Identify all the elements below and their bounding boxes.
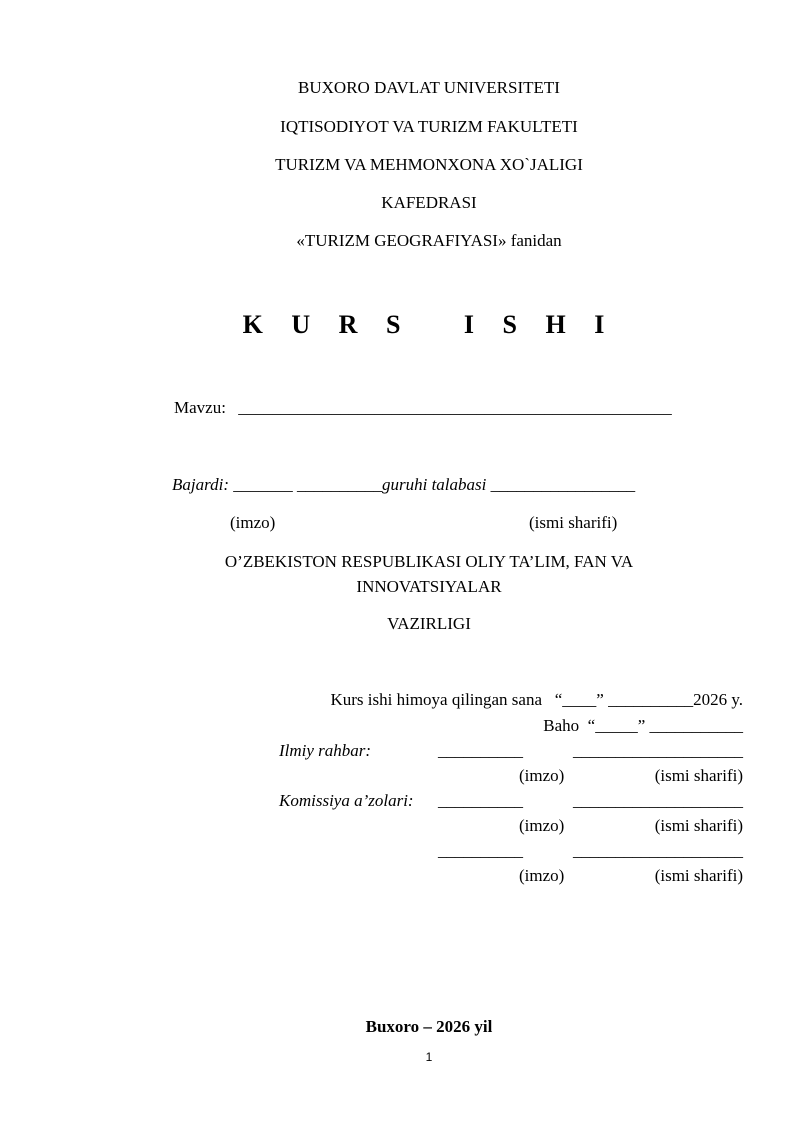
commission2-signature-caption: (imzo) bbox=[519, 866, 565, 885]
performer-blank: _______ __________ bbox=[233, 475, 382, 494]
grade-line: Baho “_____” ___________ bbox=[543, 716, 743, 735]
topic-label: Mavzu: bbox=[174, 398, 226, 417]
performer-signature-caption: (imzo) bbox=[230, 513, 276, 532]
faculty-name: IQTISODIYOT VA TURIZM FAKULTETI bbox=[280, 117, 578, 136]
performer-label: Bajardi: bbox=[172, 475, 229, 494]
commission2-signature-blank: __________ bbox=[438, 841, 523, 860]
supervisor-signature-blank: __________ bbox=[438, 741, 523, 760]
supervisor-signature-caption: (imzo) bbox=[519, 766, 565, 785]
university-name: BUXORO DAVLAT UNIVERSITETI bbox=[298, 78, 560, 97]
student-name-blank: _________________ bbox=[490, 475, 636, 494]
page-number: 1 bbox=[425, 1050, 433, 1064]
commission1-name-blank: ____________________ bbox=[573, 791, 743, 810]
city-year: Buxoro – 2026 yil bbox=[365, 1017, 493, 1036]
performer-name-caption: (ismi sharifi) bbox=[529, 513, 618, 532]
commission2-name-blank: ____________________ bbox=[573, 841, 743, 860]
commission1-signature-blank: __________ bbox=[438, 791, 523, 810]
subject-name: «TURIZM GEOGRAFIYASI» fanidan bbox=[296, 231, 562, 250]
document-title: K U R S I S H I bbox=[242, 310, 616, 339]
defense-date-line: Kurs ishi himoya qilingan sana “____” __________2026 y. bbox=[330, 690, 743, 709]
commission-label: Komissiya a’zolari: bbox=[279, 791, 414, 810]
supervisor-name-caption: (ismi sharifi) bbox=[654, 766, 743, 785]
topic-row bbox=[174, 398, 672, 418]
department-name-line2: KAFEDRASI bbox=[381, 193, 477, 212]
commission1-signature-caption: (imzo) bbox=[519, 816, 565, 835]
ministry-line1: O’ZBEKISTON RESPUBLIKASI OLIY TA’LIM, FAN VA bbox=[224, 552, 634, 571]
ministry-line3: VAZIRLIGI bbox=[387, 614, 471, 633]
performer-row bbox=[172, 475, 635, 495]
commission2-name-caption: (ismi sharifi) bbox=[654, 866, 743, 885]
supervisor-label: Ilmiy rahbar: bbox=[279, 741, 372, 760]
topic-blank: ___________________________________________________ bbox=[238, 398, 672, 417]
supervisor-name-blank: ____________________ bbox=[573, 741, 743, 760]
group-student-text: guruhi talabasi bbox=[381, 475, 487, 494]
ministry-line2: INNOVATSIYALAR bbox=[356, 577, 502, 596]
commission1-name-caption: (ismi sharifi) bbox=[654, 816, 743, 835]
department-name-line1: TURIZM VA MEHMONXONA XO`JALIGI bbox=[275, 155, 583, 174]
